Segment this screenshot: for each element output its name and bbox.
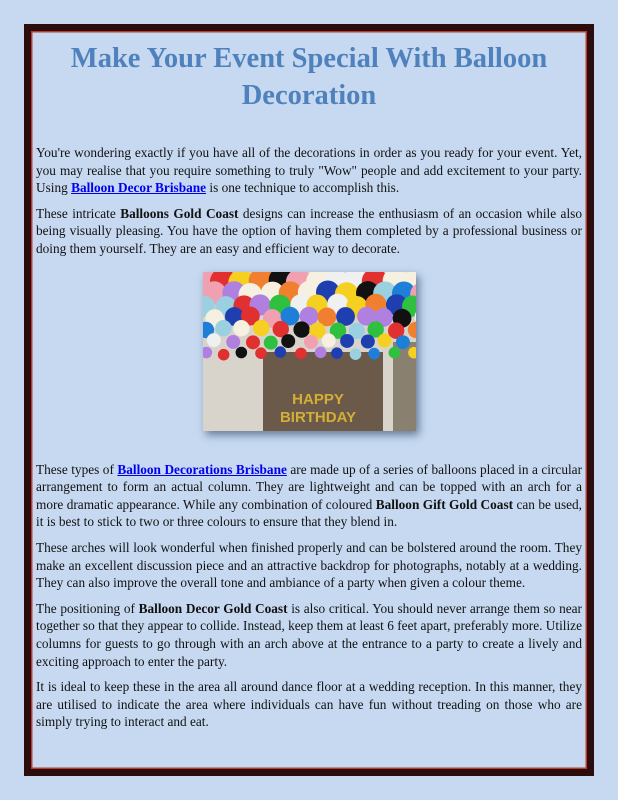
balloon bbox=[253, 319, 269, 335]
balloon bbox=[235, 346, 247, 358]
page-title: Make Your Event Special With Balloon Decoration bbox=[70, 43, 548, 111]
balloon bbox=[274, 346, 286, 358]
balloon bbox=[295, 347, 307, 359]
balloon bbox=[314, 346, 326, 358]
balloon bbox=[340, 334, 354, 348]
balloon bbox=[349, 348, 361, 360]
balloon bbox=[226, 335, 240, 349]
balloon bbox=[215, 320, 231, 336]
article bbox=[36, 40, 582, 739]
balloon-decor-brisbane-link[interactable]: Balloon Decor Brisbane bbox=[71, 180, 207, 196]
balloon-decorations-brisbane-link[interactable]: Balloon Decorations Brisbane bbox=[117, 461, 287, 477]
paragraph-1: You're wondering exactly if you have all of the decorations in order as you ready for your event. Yet, you may realise that you require something to truly "Wow" people and add excitement to your party. Using Balloon Decor Brisbane is one technique to accomplish this. bbox=[36, 145, 582, 196]
balloon bbox=[263, 335, 277, 349]
balloon bbox=[377, 333, 391, 347]
paragraph-6: It is ideal to keep these in the area all around dance floor at a wedding reception. In this manner, they are utilised to indicate the area where individuals can have fun without treading on those who are simply trying to interact and eat. bbox=[36, 679, 582, 730]
balloon bbox=[368, 347, 380, 359]
paragraph-5: The positioning of Balloon Decor Gold Coast is also critical. You should never arrange them so near together so that they appear to collide. Instead, keep them at least 6 feet apart, preferably more. Utilize columns for guests to go through with an arch above at the entrance to a party to create a lively and exciting approach to enter the party. bbox=[36, 600, 582, 669]
balloon bbox=[331, 347, 343, 359]
balloon bbox=[395, 335, 409, 349]
balloon bbox=[293, 321, 309, 337]
balloon bbox=[303, 335, 317, 349]
balloon bbox=[246, 335, 260, 349]
balloon bbox=[255, 347, 267, 359]
balloon bbox=[360, 334, 374, 348]
balloon bbox=[321, 333, 335, 347]
balloon-photo bbox=[203, 272, 416, 431]
balloon bbox=[206, 333, 220, 347]
balloon bbox=[281, 334, 295, 348]
svg-text:HAPPY: HAPPY bbox=[291, 390, 344, 408]
balloon bbox=[217, 348, 229, 360]
paragraph-3: These types of Balloon Decorations Brisbane are made up of a series of balloons placed in a circular arrangement to form an actual column. They are lightweight and can be topped with an arch for a more dramatic appearance. While any combination of coloured Balloon Gift Gold Coast can be used, it is best to stick to two or three colours to ensure that they blend in. bbox=[36, 461, 582, 530]
paragraph-4: These arches will look wonderful when finished properly and can be bolstered around the room. They make an excellent discussion piece and an attractive backdrop for photographs, notably at a wedding. They can also improve the overall tone and ambiance of a party when given a colour theme. bbox=[36, 539, 582, 591]
balloon bbox=[388, 346, 400, 358]
svg-text:BIRTHDAY: BIRTHDAY bbox=[279, 408, 356, 426]
paragraph-2: These intricate Balloons Gold Coast designs can increase the enthusiasm of an occasion while also being visually pleasing. You have the option of having them completed by a professional business or doing them yourself. They are an easy and efficient way to decorate. bbox=[36, 205, 582, 256]
balloon bbox=[233, 320, 249, 336]
